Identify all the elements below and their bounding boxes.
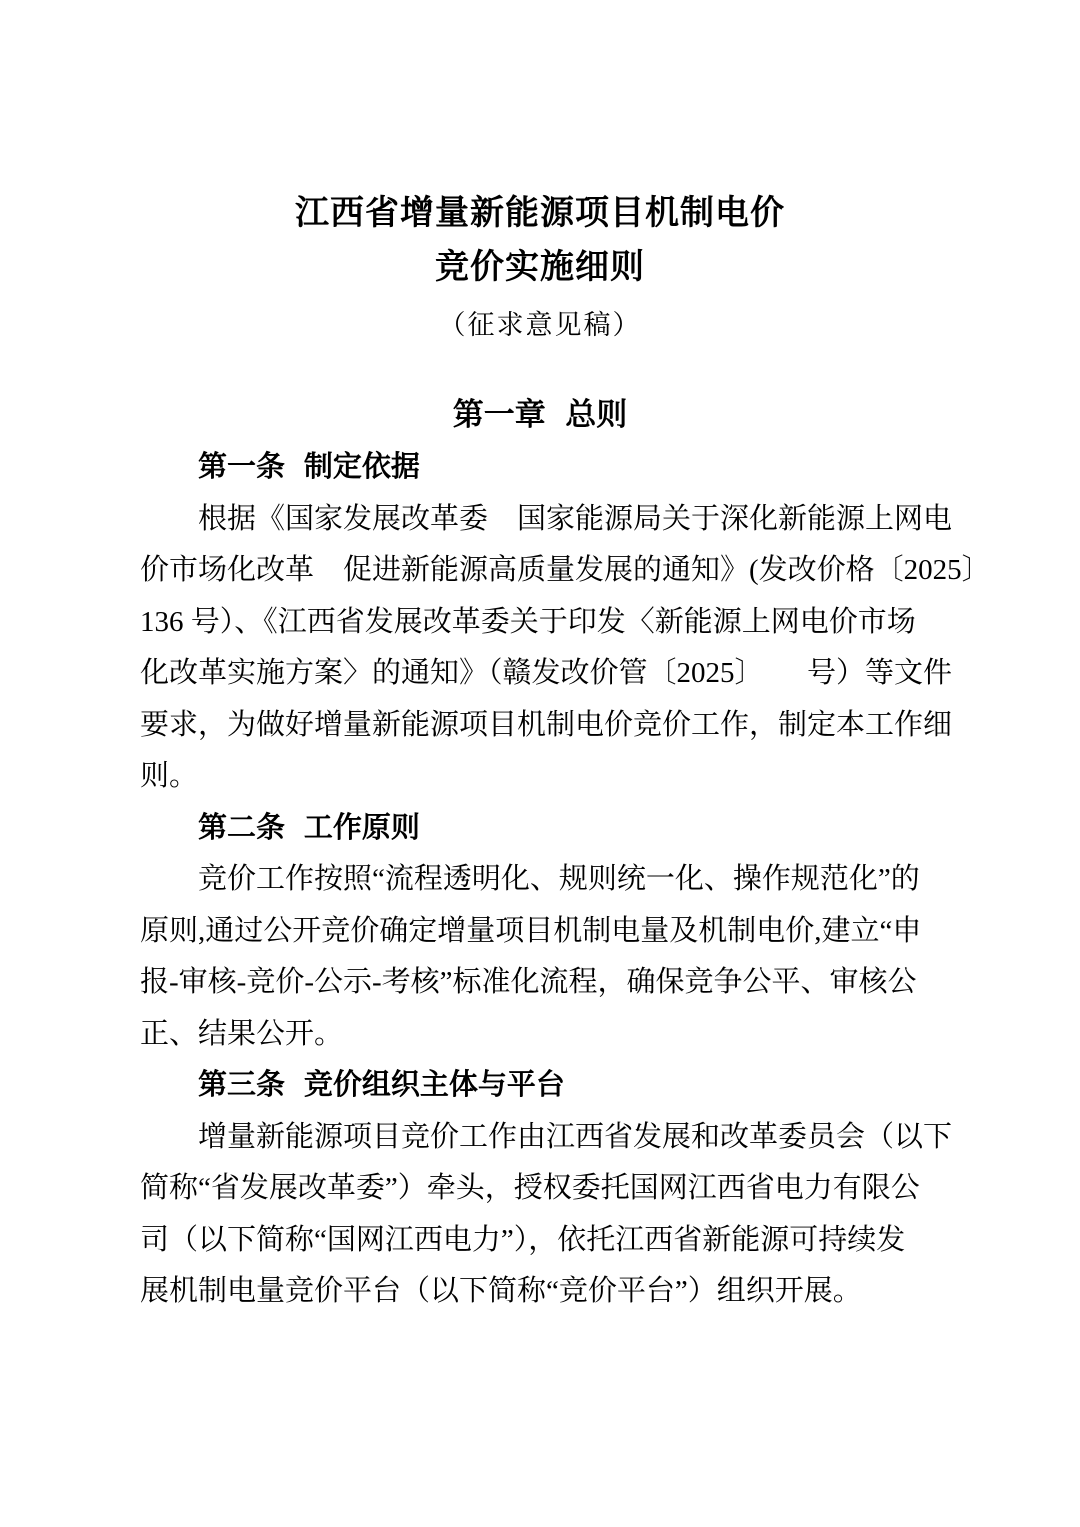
document-title: [140, 186, 940, 294]
article-3-line: 司（以下简称“国网江西电力”），依托江西省新能源可持续发: [140, 1223, 906, 1256]
article-2-line: 原则,通过公开竞价确定增量项目机制电量及机制电价,建立“申: [140, 914, 922, 947]
article-3-line: 展机制电量竞价平台（以下简称“竞价平台”）组织开展。: [140, 1275, 862, 1307]
document-title-line-2: 竞价实施细则: [435, 248, 645, 286]
document-body: [140, 442, 991, 1318]
document-subtitle: （征求意见稿）: [438, 310, 642, 340]
article-3-line: 简称“省发展改革委”）牵头，授权委托国网江西省电力有限公: [140, 1172, 920, 1204]
document-title-line-1: 江西省增量新能源项目机制电价: [295, 194, 785, 232]
article-1-line: 价市场化改革 促进新能源高质量发展的通知》(发改价格〔2025〕: [140, 554, 991, 586]
article-1-heading: 第一条 制定依据: [198, 451, 420, 483]
article-2-line: 竞价工作按照“流程透明化、规则统一化、操作规范化”的: [198, 863, 920, 895]
article-1-line: 化改革实施方案〉的通知》（赣发改价管〔2025〕 号）等文件: [140, 657, 953, 689]
article-3-line: 增量新能源项目竞价工作由江西省发展和改革委员会（以下: [198, 1120, 953, 1153]
article-1-line: 要求，为做好增量新能源项目机制电价竞价工作，制定本工作细: [140, 708, 953, 741]
article-1-line: 则。: [140, 760, 199, 792]
article-2-line: 报-审核-竞价-公示-考核”标准化流程，确保竞争公平、审核公: [140, 966, 917, 998]
article-1-line: 根据《国家发展改革委 国家能源局关于深化新能源上网电: [198, 502, 953, 535]
article-1-line: 136 号）、《江西省发展改革委关于印发〈新能源上网电价市场: [140, 605, 916, 638]
article-2-heading: 第二条 工作原则: [198, 811, 420, 844]
article-2-line: 正、结果公开。: [140, 1017, 344, 1050]
chapter-heading: 第一章 总则: [452, 397, 628, 432]
article-3-heading: 第三条 竞价组织主体与平台: [198, 1069, 565, 1101]
